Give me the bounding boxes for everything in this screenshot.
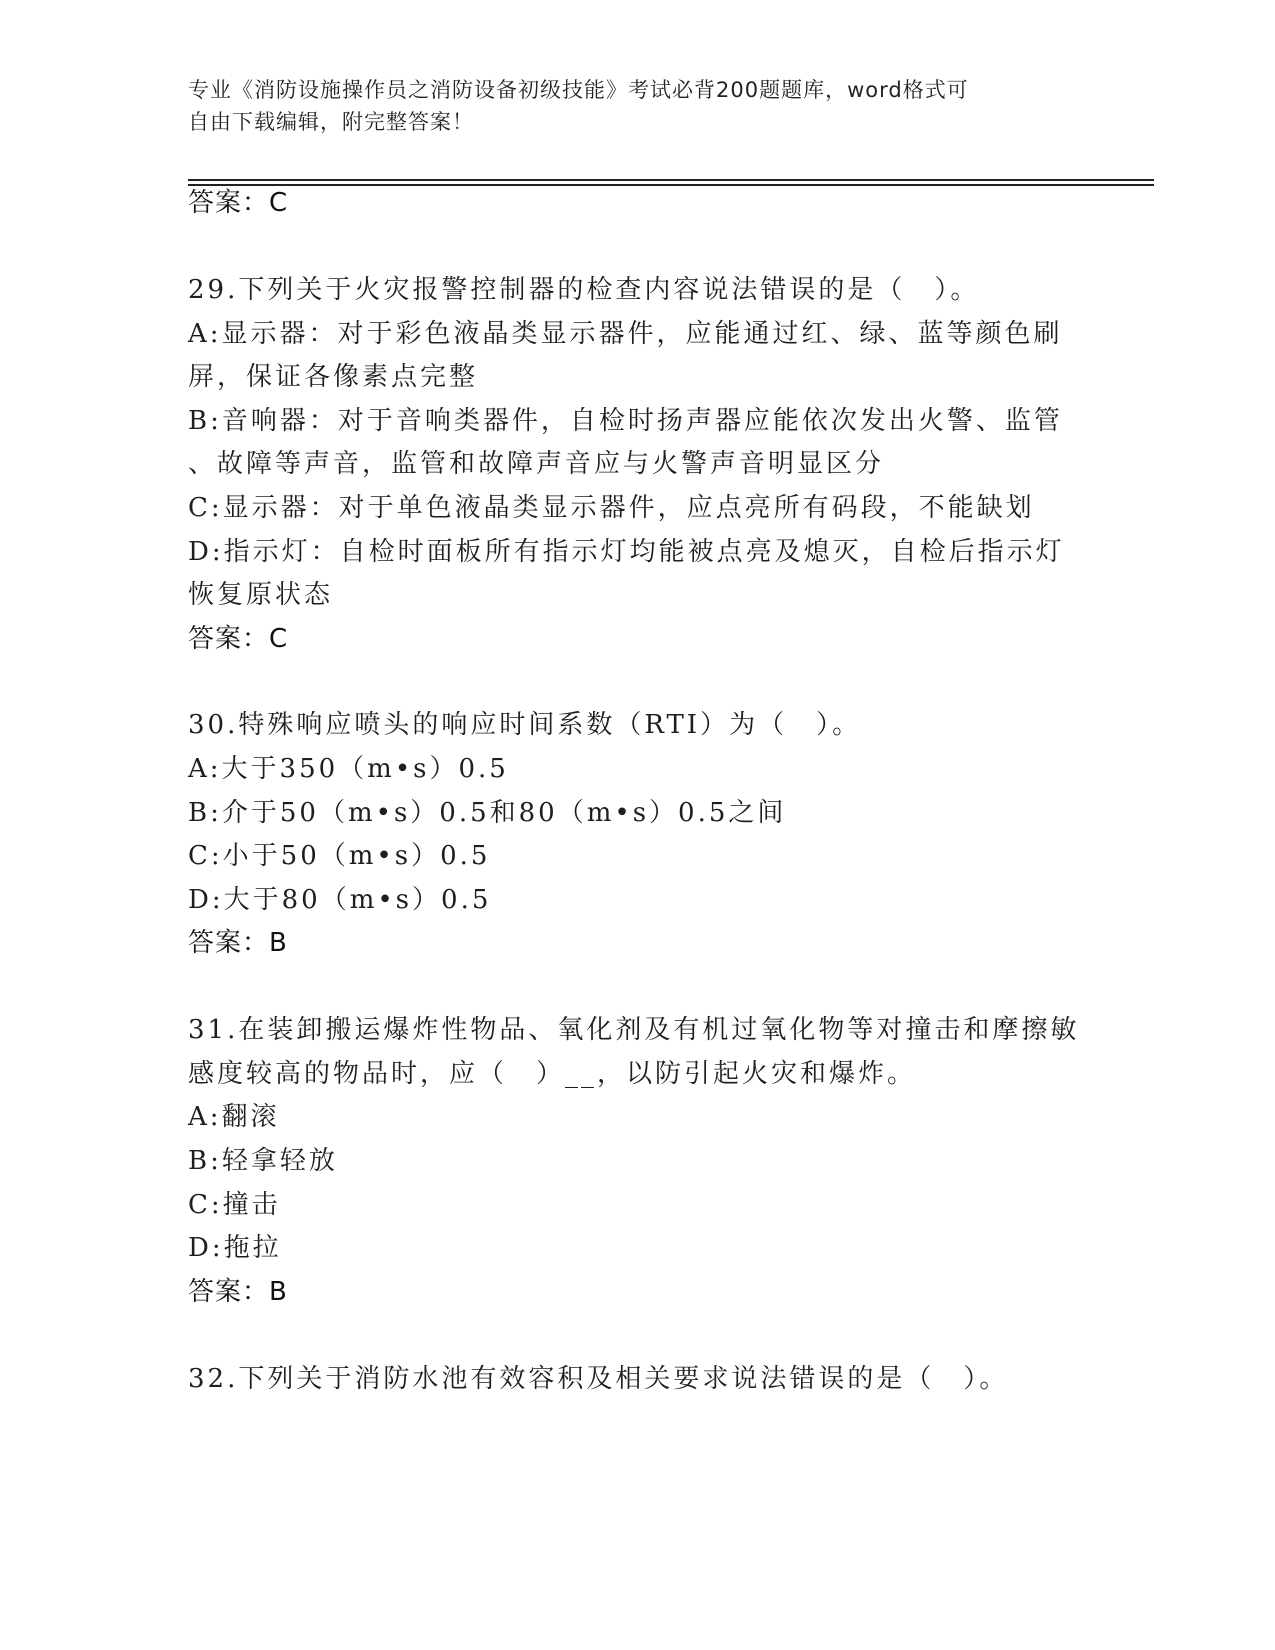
q30-option-c: C:小于50（m•s）0.5	[188, 841, 491, 871]
q31-option-d: D:拖拉	[188, 1233, 282, 1263]
q31-option-b: B:轻拿轻放	[188, 1146, 338, 1176]
header-divider-bottom	[188, 184, 1154, 186]
q29-option-a-line2: 屏，保证各像素点完整	[188, 362, 479, 392]
q32-stem: 32.下列关于消防水池有效容积及相关要求说法错误的是（ ）。	[188, 1364, 1009, 1394]
q31-answer: 答案：B	[188, 1277, 288, 1307]
header-divider-top	[188, 179, 1154, 181]
q29-option-d-line2: 恢复原状态	[188, 580, 334, 610]
previous-answer: 答案：C	[188, 188, 289, 218]
header-line-2: 自由下载编辑，附完整答案！	[188, 110, 474, 134]
q29-option-a-line1: A:显示器：对于彩色液晶类显示器件，应能通过红、绿、蓝等颜色刷	[188, 319, 1063, 349]
q30-stem: 30.特殊响应喷头的响应时间系数（RTI）为（ ）。	[188, 710, 862, 740]
q30-option-b: B:介于50（m•s）0.5和80（m•s）0.5之间	[188, 798, 787, 828]
q29-option-d-line1: D:指示灯：自检时面板所有指示灯均能被点亮及熄灭，自检后指示灯	[188, 537, 1065, 567]
q29-option-c: C:显示器：对于单色液晶类显示器件，应点亮所有码段，不能缺划	[188, 493, 1035, 523]
q31-stem-line2: 感度较高的物品时，应（ ）__，以防引起火灾和爆炸。	[188, 1059, 917, 1089]
q31-option-c: C:撞击	[188, 1190, 281, 1220]
q29-answer: 答案：C	[188, 624, 289, 654]
header-line-1: 专业《消防设施操作员之消防设备初级技能》考试必背200题题库，word格式可	[188, 78, 969, 102]
q29-option-b-line2: 、故障等声音，监管和故障声音应与火警声音明显区分	[188, 449, 885, 479]
q30-option-a: A:大于350（m•s）0.5	[188, 754, 509, 784]
q31-stem-line1: 31.在装卸搬运爆炸性物品、氧化剂及有机过氧化物等对撞击和摩擦敏	[188, 1015, 1080, 1045]
q29-option-b-line1: B:音响器：对于音响类器件，自检时扬声器应能依次发出火警、监管	[188, 406, 1063, 436]
document-header	[188, 74, 1068, 138]
q29-stem: 29.下列关于火灾报警控制器的检查内容说法错误的是（ ）。	[188, 275, 980, 305]
q30-answer: 答案：B	[188, 928, 288, 958]
q31-option-a: A:翻滚	[188, 1102, 280, 1132]
q30-option-d: D:大于80（m•s）0.5	[188, 885, 492, 915]
